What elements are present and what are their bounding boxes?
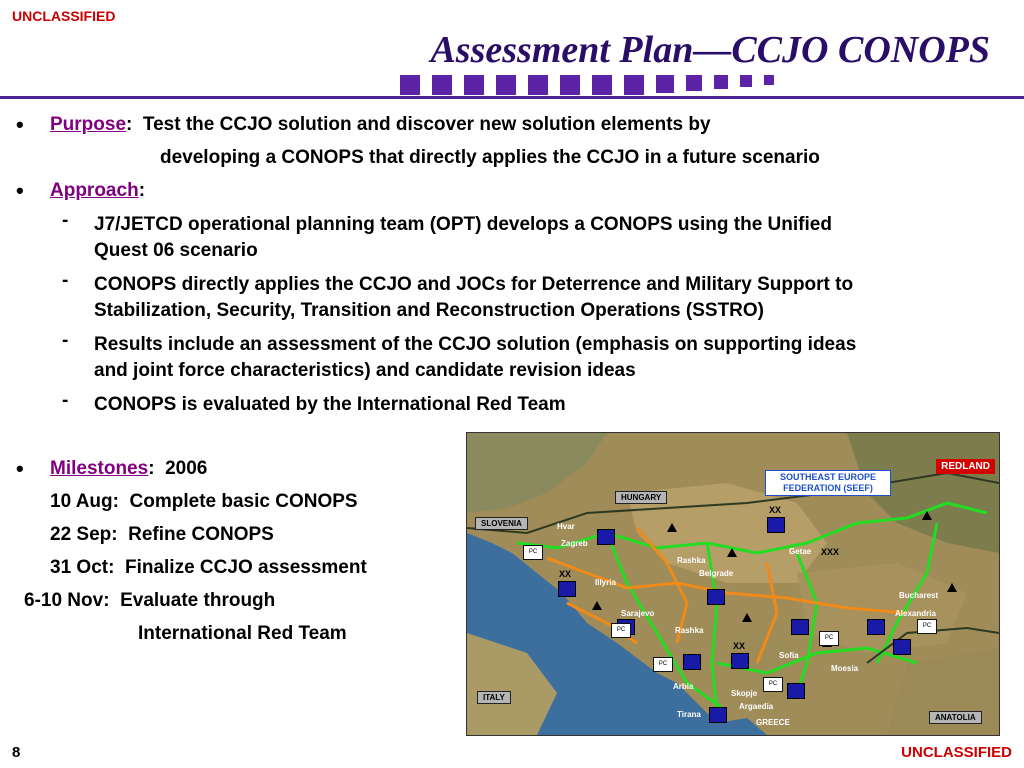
echelon-xxx-label: XXX	[821, 547, 840, 557]
city-argaedia: Argaedia	[739, 702, 774, 711]
unit-marker	[867, 619, 885, 635]
city-alexandria: Alexandria	[895, 609, 936, 618]
purpose-label: Purpose	[50, 114, 127, 135]
purpose-colon: :	[126, 114, 133, 135]
pc-marker: PC	[611, 623, 631, 638]
page-number: 8	[12, 744, 21, 761]
approach-line	[50, 176, 145, 206]
unit-marker	[787, 683, 805, 699]
approach-dash-3: -	[62, 330, 69, 351]
approach-item-3-line-2: and joint force characteristics) and candidate revision ideas	[94, 360, 636, 381]
approach-item-4-line-1: CONOPS is evaluated by the International Red Team	[94, 394, 566, 415]
unit-marker	[791, 619, 809, 635]
title-rule	[0, 96, 1024, 99]
milestone-1: 10 Aug: Complete basic CONOPS	[50, 491, 358, 512]
purpose-text-1: Test the CCJO solution and discover new solution elements by	[132, 114, 711, 135]
region-greece: GREECE	[756, 718, 790, 727]
decorative-squares	[400, 75, 786, 95]
city-bucharest: Bucharest	[899, 591, 939, 600]
milestones-label: Milestones	[50, 458, 149, 479]
city-sofia: Sofia	[779, 651, 799, 660]
echelon-xx-label: XX	[769, 505, 782, 515]
pc-marker: PC	[763, 677, 783, 692]
purpose-line-1	[50, 110, 711, 140]
approach-item-1-line-2: Quest 06 scenario	[94, 240, 258, 261]
unit-marker	[558, 581, 576, 597]
city-getae: Getae	[789, 547, 812, 556]
approach-label: Approach	[50, 180, 139, 201]
unit-marker	[707, 589, 725, 605]
city-rashka-2: Rashka	[675, 626, 704, 635]
milestones-year: : 2006	[148, 458, 208, 479]
pc-marker: PC	[653, 657, 673, 672]
city-skopje: Skopje	[731, 689, 758, 698]
approach-dash-4: -	[62, 390, 69, 411]
region-anatolia: ANATOLIA	[929, 711, 982, 724]
purpose-line-2: developing a CONOPS that directly applies the CCJO in a future scenario	[160, 147, 820, 168]
echelon-xx-label: XX	[733, 641, 746, 651]
city-belgrade: Belgrade	[699, 569, 734, 578]
city-arbia: Arbia	[673, 682, 694, 691]
approach-dash-2: -	[62, 270, 69, 291]
approach-item-2-line-1: CONOPS directly applies the CCJO and JOCs for Deterrence and Military Support to	[94, 274, 854, 295]
milestones-line	[50, 454, 207, 484]
region-hungary: HUNGARY	[615, 491, 667, 504]
city-moesia: Moesia	[831, 664, 859, 673]
city-hvar: Hvar	[557, 522, 575, 531]
unit-marker	[893, 639, 911, 655]
city-sarajevo: Sarajevo	[621, 609, 655, 618]
approach-colon: :	[138, 180, 146, 201]
milestone-2: 22 Sep: Refine CONOPS	[50, 524, 274, 545]
city-rashka: Rashka	[677, 556, 706, 565]
unit-marker	[597, 529, 615, 545]
approach-item-2-line-2: Stabilization, Security, Transition and Reconstruction Operations (SSTRO)	[94, 300, 765, 321]
bullet-approach: •	[16, 178, 24, 203]
city-zagreb: Zagreb	[561, 539, 588, 548]
approach-dash-1: -	[62, 210, 69, 231]
region-seef: SOUTHEAST EUROPE FEDERATION (SEEF)	[765, 470, 891, 496]
page-title: Assessment Plan—CCJO CONOPS	[430, 29, 990, 71]
unit-marker	[709, 707, 727, 723]
classification-top: UNCLASSIFIED	[12, 8, 116, 24]
pc-marker: PC	[819, 631, 839, 646]
balkans-map	[466, 432, 1000, 736]
bullet-milestones: •	[16, 456, 24, 481]
milestone-4-cont: International Red Team	[138, 623, 347, 644]
milestone-3: 31 Oct: Finalize CCJO assessment	[50, 557, 367, 578]
classification-bottom: UNCLASSIFIED	[901, 744, 1012, 761]
unit-marker	[683, 654, 701, 670]
city-tirana: Tirana	[677, 710, 701, 719]
echelon-xx-label: XX	[559, 569, 572, 579]
bullet-purpose: •	[16, 112, 24, 137]
region-redland: REDLAND	[936, 459, 995, 474]
region-slovenia: SLOVENIA	[475, 517, 528, 530]
unit-marker	[731, 653, 749, 669]
pc-marker: PC	[917, 619, 937, 634]
milestone-4: 6-10 Nov: Evaluate through	[24, 590, 276, 611]
approach-item-1-line-1: J7/JETCD operational planning team (OPT) develops a CONOPS using the Unified	[94, 214, 832, 235]
approach-item-3-line-1: Results include an assessment of the CCJO solution (emphasis on supporting ideas	[94, 334, 857, 355]
region-italy: ITALY	[477, 691, 511, 704]
pc-marker: PC	[523, 545, 543, 560]
unit-marker	[767, 517, 785, 533]
city-illyria: Illyria	[595, 578, 616, 587]
